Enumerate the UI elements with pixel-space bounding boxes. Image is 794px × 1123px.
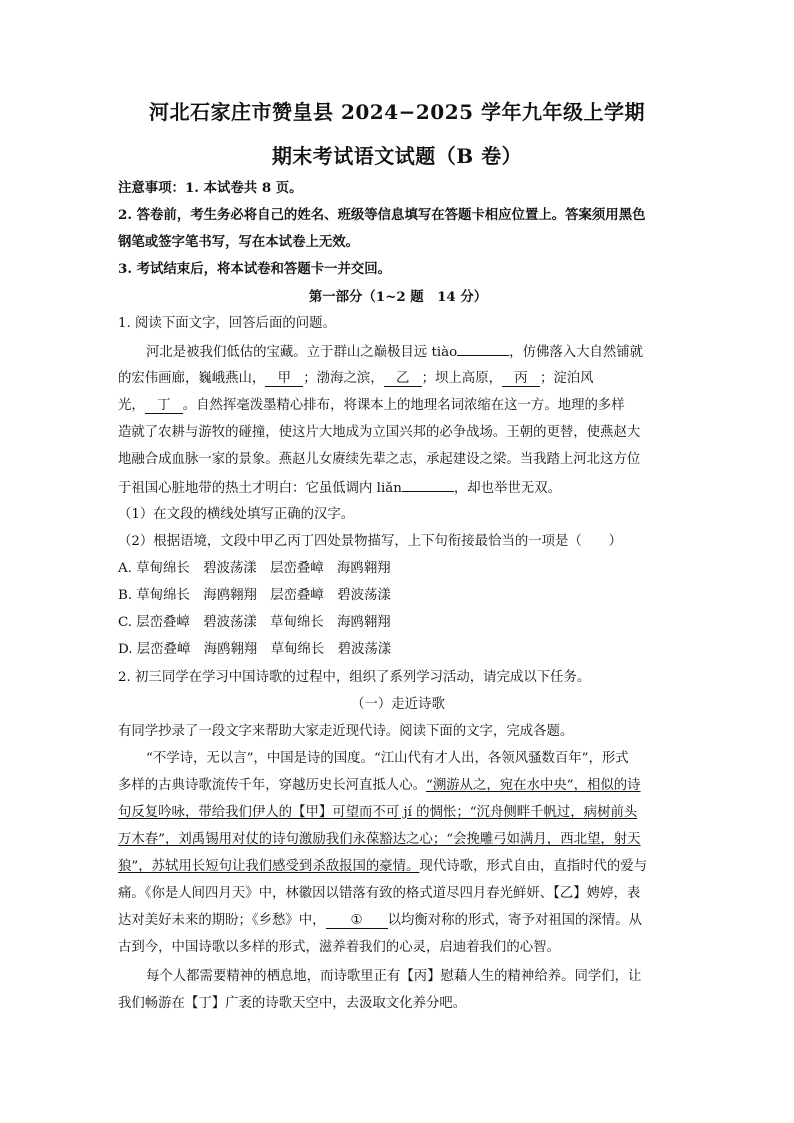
passage-line: 古到今，中国诗歌以多样的形式，滋养着我们的心灵，启迪着我们的心智。: [118, 940, 560, 955]
passage-line: 造就了农耕与游牧的碰撞，使这片大地成为立国兴邦的必争战场。王朝的更替，使燕赵大: [118, 425, 641, 440]
answer-blank: [402, 477, 454, 492]
exam-title-line1: 河北石家庄市赞皇县 2024−2025 学年九年级上学期: [148, 100, 645, 124]
passage-line: 光， 丁 。自然挥毫泼墨精心排布，将课本上的地理名词浓缩在这一方。地理的多样: [118, 398, 625, 413]
answer-blank: [457, 341, 509, 356]
exam-title-line2: 期末考试语文试题（B 卷）: [271, 144, 523, 168]
blank-yi: 乙: [384, 372, 422, 387]
subsection-heading: （一）走近诗歌: [351, 697, 445, 712]
blank-bing: 丙: [502, 372, 540, 387]
passage-line: 每个人都需要精神的栖息地，而诗歌里正有【丙】慰藉人生的精神给养。同学们，让: [146, 969, 642, 984]
option-a: A. 草甸绵长 碧波荡漾 层峦叠嶂 海鸥翱翔: [118, 561, 391, 576]
passage-line: 河北是被我们低估的宝藏。立于群山之巅极目远 tiào ，仿佛落入大自然铺就: [118, 341, 706, 363]
passage-line: 痛。《你是人间四月天》中，林徽因以错落有致的格式道尽四月春光鲜妍、【乙】娉婷，表: [118, 886, 641, 901]
section-heading: 第一部分（1~2 题 14 分）: [308, 289, 488, 305]
passage-line: 地融合成血脉一家的景象。燕赵儿女赓续先辈之志，承起建设之梁。当我踏上河北这方位: [118, 452, 641, 467]
notice-2b: 钢笔或签字笔书写，写在本试卷上无效。: [118, 234, 360, 250]
passage-line: 达对美好未来的期盼；《乡愁》中， ① 以均衡对称的形式，寄予对祖国的深情。从: [118, 913, 642, 928]
underlined-text: “溯游从之，宛在水中央”，相似的诗: [425, 778, 641, 793]
passage-line: 我们畅游在【丁】广袤的诗歌天空中，去汲取文化养分吧。: [118, 996, 467, 1011]
blank-ding: 丁: [145, 399, 183, 414]
underlined-line: 句反复吟咏，带给我们伊人的【甲】可望而不可 jí 的惆怅；“沉舟侧畔千帆过，病树前头: [118, 805, 638, 820]
notice-2a: 2. 答卷前，考生务必将自己的姓名、班级等信息填写在答题卡相应位置上。答案须用黑色: [118, 207, 646, 223]
option-d: D. 层峦叠嶂 海鸥翱翔 草甸绵长 碧波荡漾: [118, 642, 392, 657]
underlined-text: 狼”，苏轼用长短句让我们感受到杀敌报国的豪情。: [118, 859, 420, 874]
notice-3: 3. 考试结束后，将本试卷和答题卡一并交回。: [118, 261, 392, 277]
passage-line: 狼”，苏轼用长短句让我们感受到杀敌报国的豪情。现代诗歌，形式自由，直指时代的爱与: [118, 859, 648, 874]
option-c: C. 层峦叠嶂 碧波荡漾 草甸绵长 海鸥翱翔: [118, 615, 391, 630]
option-b: B. 草甸绵长 海鸥翱翔 层峦叠嶂 碧波荡漾: [118, 588, 391, 603]
blank-jia: 甲: [265, 372, 303, 387]
sub-question-1: （1）在文段的横线处填写正确的汉字。: [118, 507, 355, 522]
underlined-line: 万木春”，刘禹锡用对仗的诗句激励我们永葆豁达之心；“会挽雕弓如满月，西北望，射天: [118, 832, 641, 847]
notice-1: 注意事项：1. 本试卷共 8 页。: [118, 180, 303, 196]
passage-line: “不学诗，无以言”，中国是诗的国度。“江山代有才人出，各领风骚数百年”，形式: [146, 751, 629, 766]
sub-question-2: （2）根据语境，文段中甲乙丙丁四处景物描写，上下句衔接最恰当的一项是（ ）: [118, 534, 622, 549]
question-1-stem: 1. 阅读下面文字，回答后面的问题。: [118, 316, 336, 331]
question-2-stem: 2. 初三同学在学习中国诗歌的过程中，组织了系列学习活动，请完成以下任务。: [118, 670, 591, 685]
passage-line: 的宏伟画廊，巍峨燕山， 甲 ；渤海之滨， 乙 ；坝上高原， 丙 ；淀泊风: [118, 371, 594, 386]
passage-line: 多样的古典诗歌流传千年，穿越历史长河直抵人心。“溯游从之，宛在水中央”，相似的诗: [118, 778, 641, 793]
blank-1: ①: [326, 914, 388, 929]
intro-line: 有同学抄录了一段文字来帮助大家走近现代诗。阅读下面的文字，完成各题。: [118, 724, 574, 739]
passage-line: 于祖国心脏地带的热土才明白：它虽低调内 liǎn ，却也举世无双。: [118, 477, 678, 499]
